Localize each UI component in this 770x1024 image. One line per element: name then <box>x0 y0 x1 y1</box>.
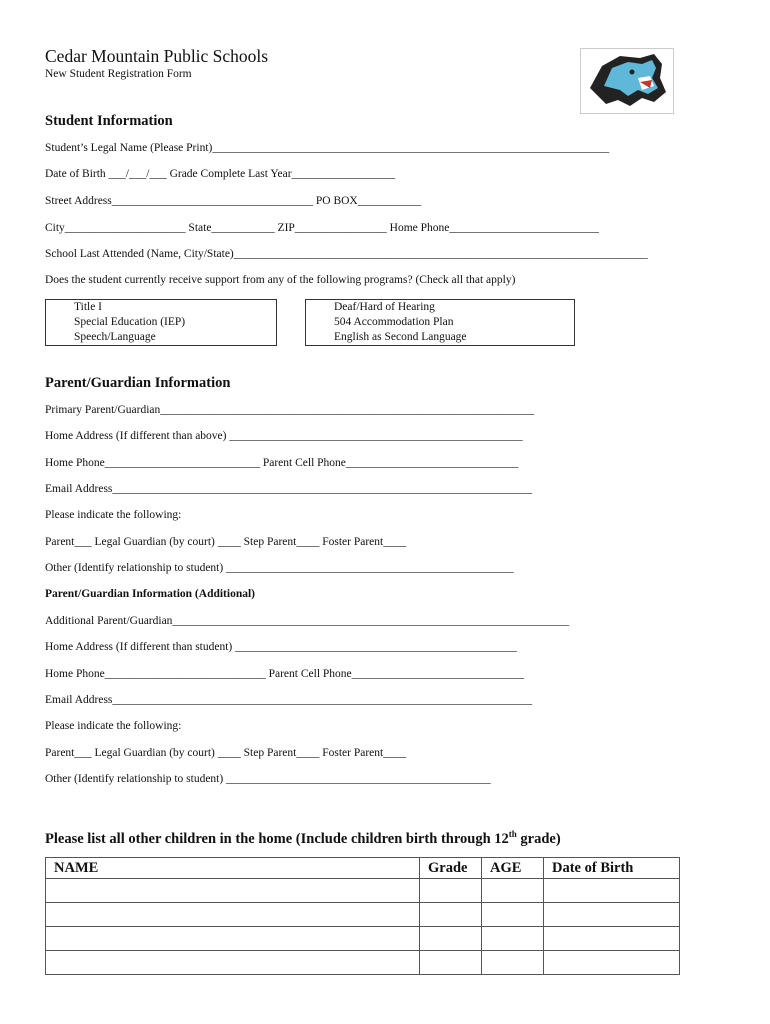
city-state-zip-field[interactable]: City_____________________ State___________ ZIP________________ Home Phone__________________________ <box>45 222 599 234</box>
table-cell[interactable] <box>544 879 680 903</box>
table-cell[interactable] <box>544 903 680 927</box>
table-cell[interactable] <box>544 951 680 975</box>
col-age: AGE <box>482 858 544 879</box>
children-table <box>45 857 680 975</box>
table-cell[interactable] <box>482 927 544 951</box>
programs-table-right <box>305 299 575 346</box>
other-relation-field[interactable]: Other (Identify relationship to student) __________________________________________________ <box>45 562 514 574</box>
table-cell[interactable] <box>46 879 420 903</box>
additional-email-field[interactable]: Email Address_________________________________________________________________________ <box>45 694 533 706</box>
other-relation-field[interactable]: Other (Identify relationship to student) ______________________________________________ <box>45 773 491 785</box>
table-row <box>46 903 680 927</box>
program-option[interactable]: Title I <box>46 300 277 316</box>
legal-name-field[interactable]: Student’s Legal Name (Please Print)_____________________________________________________________________ <box>45 142 610 154</box>
cougar-logo <box>580 48 674 114</box>
table-cell[interactable] <box>420 903 482 927</box>
relation-options[interactable]: Parent___ Legal Guardian (by court) ____ Step Parent____ Foster Parent____ <box>45 536 407 548</box>
street-address-field[interactable]: Street Address___________________________________ PO BOX___________ <box>45 195 421 207</box>
school-name: Cedar Mountain Public Schools <box>45 46 269 66</box>
guardian-heading: Parent/Guardian Information <box>45 375 231 391</box>
table-row <box>46 951 680 975</box>
dob-grade-field[interactable]: Date of Birth ___/___/___ Grade Complete Last Year__________________ <box>45 168 396 180</box>
support-question: Does the student currently receive support from any of the following programs? (Check all that apply) <box>45 274 516 286</box>
table-cell[interactable] <box>46 927 420 951</box>
guardian-address-field[interactable]: Home Address (If different than above) ___________________________________________________ <box>45 430 523 442</box>
relation-options[interactable]: Parent___ Legal Guardian (by court) ____ Step Parent____ Foster Parent____ <box>45 747 407 759</box>
table-cell[interactable] <box>482 879 544 903</box>
program-option[interactable]: Deaf/Hard of Hearing <box>306 300 575 316</box>
table-row <box>46 927 680 951</box>
program-option[interactable]: English as Second Language <box>306 330 575 346</box>
indicate-label: Please indicate the following: <box>45 720 182 732</box>
guardian-phones-field[interactable]: Home Phone___________________________ Parent Cell Phone______________________________ <box>45 457 519 469</box>
table-cell[interactable] <box>420 879 482 903</box>
last-school-field[interactable]: School Last Attended (Name, City/State)________________________________________________________________________ <box>45 248 648 260</box>
student-info-heading: Student Information <box>45 113 173 129</box>
additional-guardian-field[interactable]: Additional Parent/Guardian_____________________________________________________________________ <box>45 615 570 627</box>
additional-guardian-heading: Parent/Guardian Information (Additional) <box>45 588 255 600</box>
program-option[interactable]: 504 Accommodation Plan <box>306 315 575 330</box>
table-cell[interactable] <box>482 951 544 975</box>
program-option[interactable]: Speech/Language <box>46 330 277 346</box>
programs-table-left <box>45 299 277 346</box>
table-cell[interactable] <box>420 951 482 975</box>
additional-phones-field[interactable]: Home Phone____________________________ Parent Cell Phone______________________________ <box>45 668 525 680</box>
guardian-email-field[interactable]: Email Address_________________________________________________________________________ <box>45 483 533 495</box>
table-cell[interactable] <box>420 927 482 951</box>
table-cell[interactable] <box>46 903 420 927</box>
form-title: New Student Registration Form <box>45 68 192 80</box>
table-cell[interactable] <box>544 927 680 951</box>
program-option[interactable]: Special Education (IEP) <box>46 315 277 330</box>
primary-guardian-field[interactable]: Primary Parent/Guardian_________________________________________________________________ <box>45 404 535 416</box>
table-cell[interactable] <box>46 951 420 975</box>
children-heading: Please list all other children in the home (Include children birth through 12th grade) <box>45 829 561 847</box>
table-cell[interactable] <box>482 903 544 927</box>
indicate-label: Please indicate the following: <box>45 509 182 521</box>
col-dob: Date of Birth <box>544 858 680 879</box>
table-row <box>46 879 680 903</box>
additional-address-field[interactable]: Home Address (If different than student) _________________________________________________ <box>45 641 517 653</box>
col-grade: Grade <box>420 858 482 879</box>
col-name: NAME <box>46 858 420 879</box>
